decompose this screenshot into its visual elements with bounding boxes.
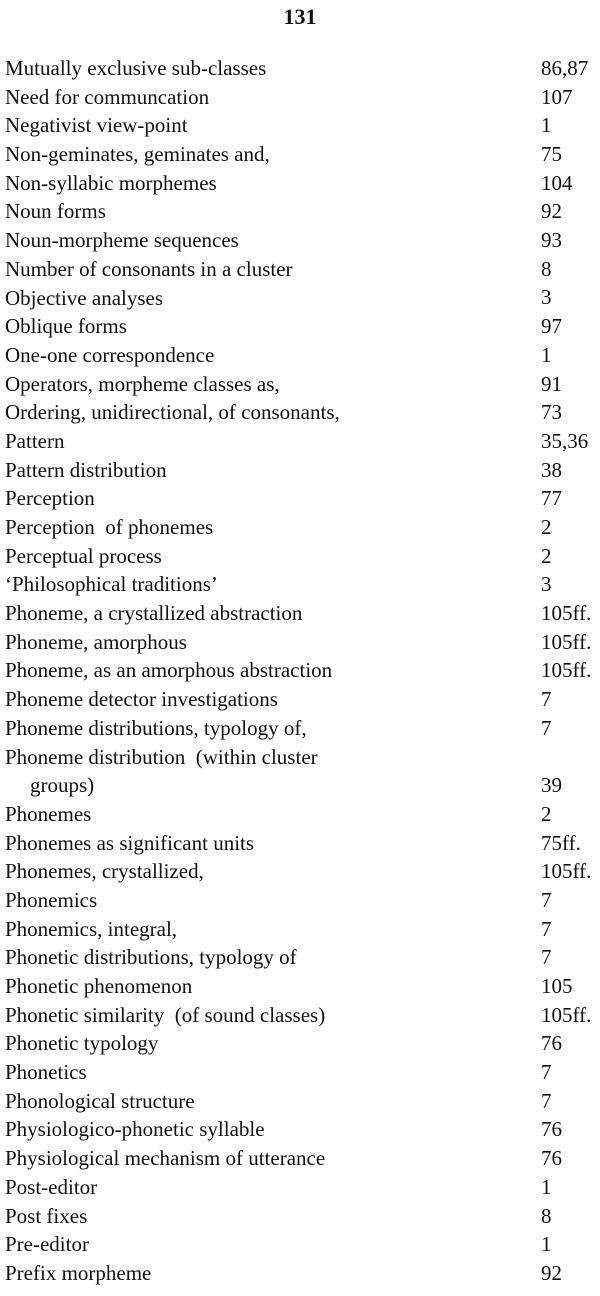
index-entry [5,943,597,972]
index-page-ref: 105ff. [541,601,592,626]
index-page-ref: 35,36 [541,428,589,453]
index-page-ref: 7 [541,945,552,970]
index-term [5,1202,87,1231]
index-page-ref: 7 [541,916,552,941]
index-entry [5,111,597,140]
index-page-ref: 105ff. [541,658,592,683]
index-term-text: Phoneme distributions, typology of, [5,715,307,740]
index-page-ref: 75ff. [541,830,581,855]
index-term-text: Perception of phonemes [5,515,214,539]
index-entry [5,1144,597,1173]
index-term [5,513,213,542]
index-page-ref: 75 [541,142,562,167]
index-term-text: Phonetic distributions, typology of [5,945,297,970]
index-entry [5,456,597,485]
index-entry [5,197,597,226]
index-term-text: Perception [5,486,95,511]
index-term-text: Pattern distribution [5,457,167,482]
index-entry [5,513,597,542]
index-term [5,312,127,341]
index-entry [5,169,597,198]
index-term-text: Phonetic similarity (of sound classes) [5,1002,326,1027]
index-page-ref: 1 [541,1232,552,1257]
index-page-ref: 97 [541,314,562,339]
index-term-text: Phoneme, a crystallized abstraction [5,601,303,626]
index-entry [5,255,597,284]
index-entry [5,714,597,743]
index-term [5,628,187,657]
index-entry [5,226,597,255]
index-page-ref: 76 [541,1031,562,1056]
index-term-text: Post fixes [5,1203,88,1228]
index-page-ref: 39 [541,773,562,798]
index-entry [5,800,597,829]
index-entry [5,915,597,944]
index-entry [5,284,597,313]
index-term-text: Physiologico-phonetic syllable [5,1117,265,1142]
index-term-text: Non-geminates, geminates and, [5,142,270,167]
index-entry [5,140,597,169]
index-entry [5,599,597,628]
index-page-ref: 3 [541,572,552,597]
index-term-text: ‘Philosophical traditions’ [5,572,218,597]
index-page-ref: 3 [541,285,552,310]
index-entry [5,685,597,714]
index-entry [5,1115,597,1144]
index-term [5,1230,89,1259]
index-term [5,656,332,685]
index-term-text: Phonological structure [5,1088,195,1113]
index-term [5,484,95,513]
index-term [5,197,106,226]
index-term [5,1029,158,1058]
index-term-text: Ordering, unidirectional, of consonants, [5,400,340,425]
index-entry [5,312,597,341]
index-page-ref: 2 [541,514,552,539]
index-entry [5,54,597,83]
index-entry [5,628,597,657]
index-term-text: Phonetics [5,1060,87,1085]
index-entry [5,570,597,599]
index-term-text: Phonemes as significant units [5,830,255,855]
index-term [5,83,209,112]
index-term-text: Pre-editor [5,1232,89,1257]
index-page-ref: 1 [541,342,552,367]
index-entry [5,829,597,858]
index-term-text: Noun forms [5,199,106,224]
index-entry [5,656,597,685]
index-term [5,427,64,456]
index-term-text: Phonemes, crystallized, [5,859,204,884]
index-list [5,54,597,1288]
index-term [5,284,163,313]
index-page-ref: 2 [541,801,552,826]
index-term [5,341,214,370]
index-term [5,599,302,628]
index-term [5,829,254,858]
index-term [5,1115,265,1144]
index-term [5,1144,325,1173]
index-term-text: Phoneme distribution (within cluster [5,744,318,769]
index-term [5,685,278,714]
index-term-text: Noun-morpheme sequences [5,228,239,253]
index-page-ref: 105 [541,974,573,998]
index-term-text: Phonemics [5,887,98,912]
index-term [5,255,293,284]
index-term-text: One-one correspondence [5,342,215,367]
index-term-text: Non-syllabic morphemes [5,170,217,195]
index-page-ref: 92 [541,199,562,224]
index-page-ref: 2 [541,543,552,568]
index-entry [5,1173,597,1202]
index-term-text: Negativist view-point [5,113,188,138]
index-term [5,570,218,599]
index-term [5,370,280,399]
index-term-text: Perceptual process [5,543,162,568]
index-entry [5,886,597,915]
index-term [5,456,167,485]
index-page-ref: 105ff. [541,1002,592,1027]
index-entry [5,341,597,370]
index-term [5,1259,151,1288]
index-term-text: Phoneme, as an amorphous abstraction [5,658,333,683]
index-entry [5,743,597,800]
index-term-text: Need for communcation [5,84,210,109]
index-term-text: Pattern [5,428,65,453]
index-page-ref: 105ff. [541,859,592,884]
index-entry [5,484,597,513]
index-term-text: Phoneme detector investigations [5,687,278,712]
index-term-text: Oblique forms [5,314,127,339]
index-page-ref: 76 [541,1117,562,1142]
index-term [5,398,340,427]
index-term-text: Mutually exclusive sub-classes [5,56,267,80]
index-page-ref: 38 [541,457,562,482]
index-entry [5,1202,597,1231]
index-term-text: Phonetic typology [5,1031,159,1056]
index-page-ref: 7 [541,687,552,712]
index-entry [5,857,597,886]
index-term [5,886,97,915]
index-page-ref: 93 [541,228,562,253]
index-term [5,857,204,886]
index-entry [5,370,597,399]
index-entry [5,972,597,1001]
index-page-ref: 107 [541,84,573,109]
index-page-ref: 105ff. [541,629,592,654]
index-term [5,1087,195,1116]
index-entry [5,1259,597,1288]
index-page-ref: 86,87 [541,55,589,80]
index-term-continuation: groups) [30,773,95,798]
index-term [5,111,188,140]
index-term [5,140,270,169]
index-term [5,743,318,800]
index-entry [5,427,597,456]
index-page-ref: 104 [541,170,573,195]
index-page-ref: 7 [541,887,552,912]
index-entry [5,1230,597,1259]
index-term [5,226,239,255]
index-page-ref: 92 [541,1260,562,1285]
index-term [5,943,297,972]
index-page-ref: 1 [541,113,552,138]
index-page-ref: 91 [541,371,562,396]
index-page-ref: 77 [541,486,562,511]
index-term-text: Phonemics, integral, [5,916,178,941]
index-term-text: Phonetic phenomenon [5,974,193,999]
index-term-text: Objective analyses [5,285,164,310]
page-number: 131 [283,4,317,29]
index-page-ref: 7 [541,1088,552,1113]
index-term-text: Number of consonants in a cluster [5,256,293,281]
index-page-ref: 76 [541,1146,562,1171]
index-term [5,1173,97,1202]
index-term-text: Post-editor [5,1174,98,1199]
index-term [5,972,192,1001]
index-term-text: Phoneme, amorphous [5,629,187,654]
index-entry [5,542,597,571]
index-entry [5,398,597,427]
index-term [5,915,177,944]
index-term [5,542,162,571]
index-page-ref: 1 [541,1174,552,1199]
index-term [5,1001,325,1030]
index-page-ref: 8 [541,256,552,281]
index-term [5,714,307,743]
index-term-text: Operators, morpheme classes as, [5,371,280,396]
index-entry [5,1001,597,1030]
index-page-ref: 73 [541,400,562,425]
index-term-text: Prefix morpheme [5,1260,152,1285]
index-term-text: Physiological mechanism of utterance [5,1146,326,1171]
index-term [5,54,266,83]
index-term [5,169,217,198]
index-page-ref: 7 [541,715,552,740]
index-entry [5,1058,597,1087]
index-term [5,800,91,829]
index-page-ref: 7 [541,1060,552,1085]
index-term [5,1058,87,1087]
index-entry [5,83,597,112]
index-page-ref: 8 [541,1203,552,1228]
index-term-text: Phonemes [5,801,92,826]
index-entry [5,1087,597,1116]
index-entry [5,1029,597,1058]
